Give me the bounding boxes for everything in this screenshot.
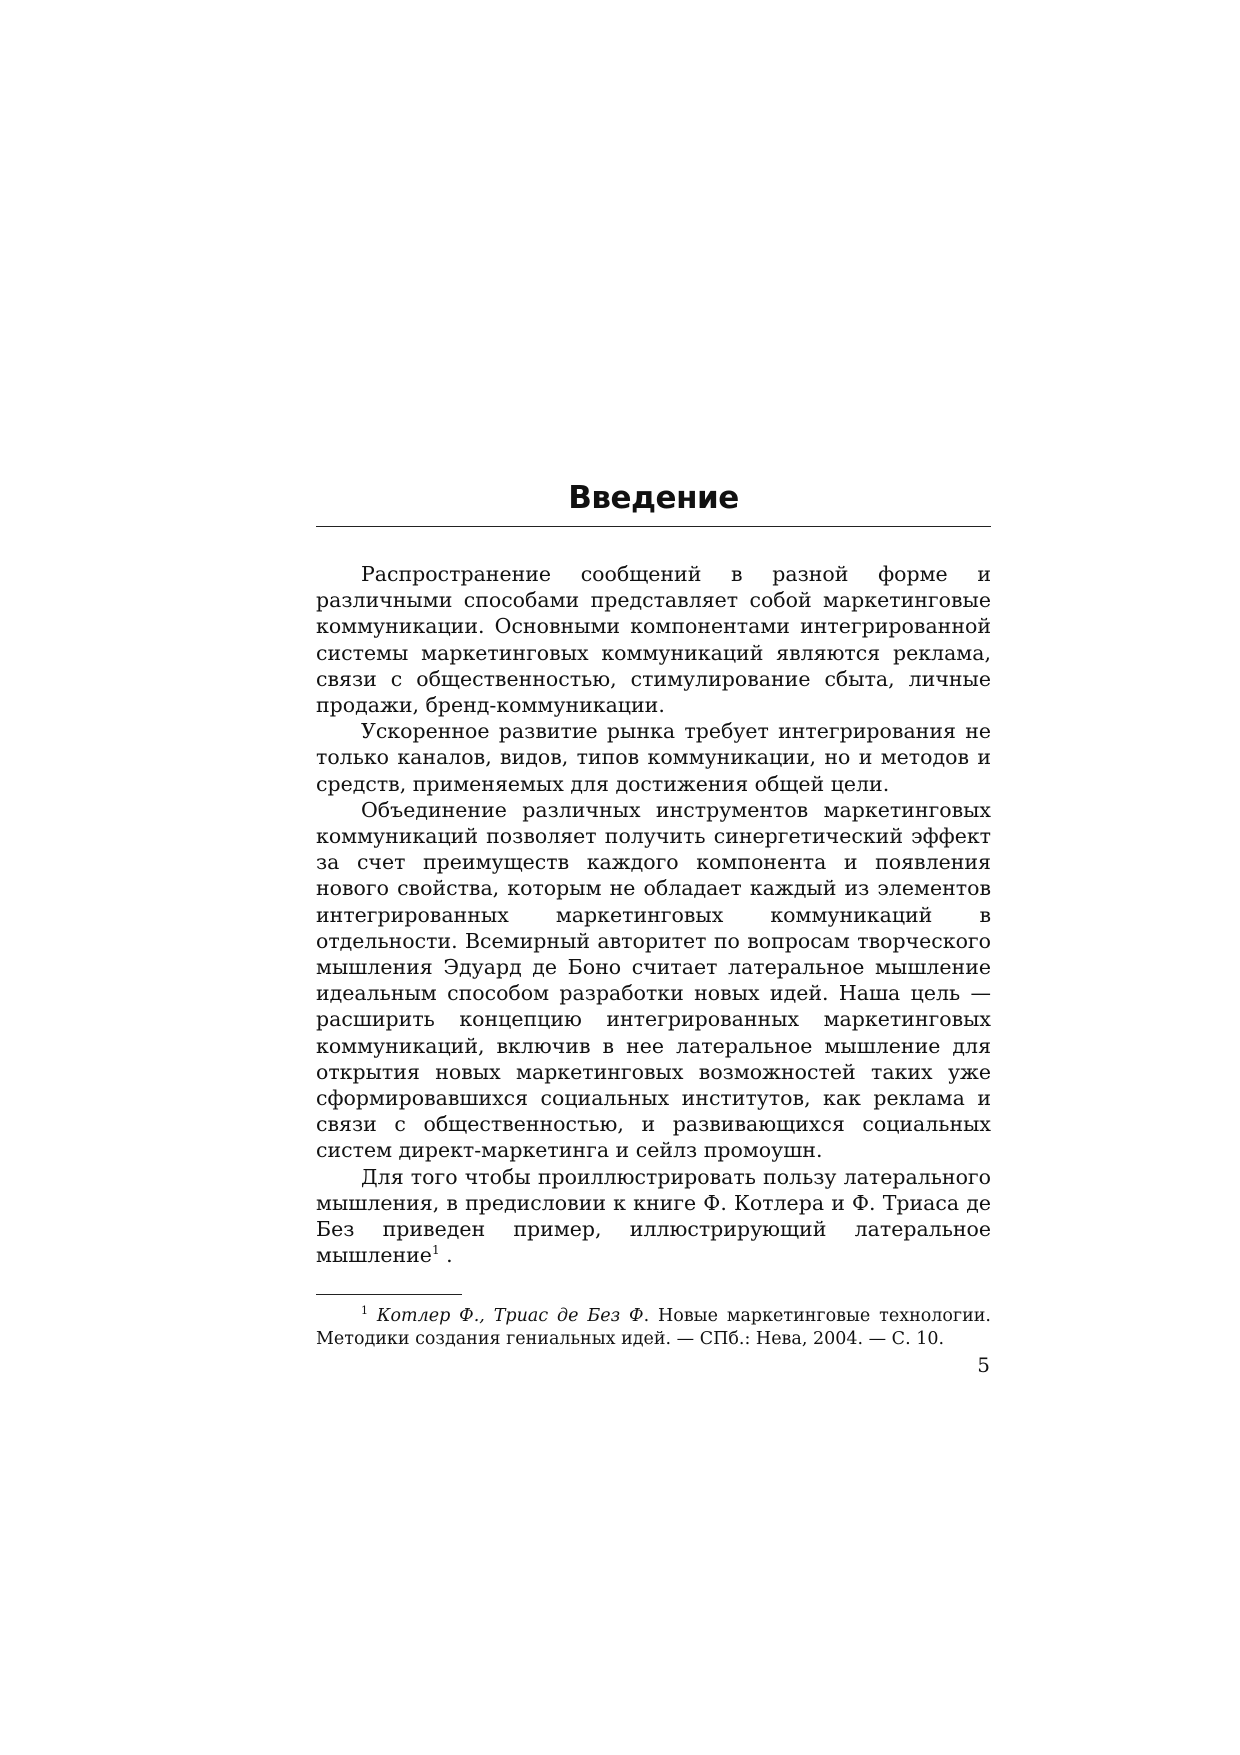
footnote-text: . Новые маркетинговые технологии. Методики создания гениальных идей. — СПб.: Нева, 2004. — С. 10. [316, 1306, 991, 1350]
paragraph-4-text: Для того чтобы проиллюстрировать пользу латерального мышления, в предисловии к книге Ф. Котлера и Ф. Триаса де Без приведен пример, иллюстрирующий латеральное мышление [316, 1164, 991, 1268]
title-underline [316, 526, 991, 527]
body-text [316, 561, 991, 1268]
footnote-mark: 1 [361, 1304, 368, 1318]
paragraph-3: Объединение различных инструментов маркетинговых коммуникаций позволяет получить синергетический эффект за счет преимуществ каждого компонента и появления нового свойства, которым не обладает каждый из элементов интегрированных маркетинговых коммуникаций в отдельности. Всемирный авторитет по вопросам творческого мышления Эдуард де Боно считает латеральное мышление идеальным способом разработки новых идей. Наша цель — расширить концепцию интегрированных маркетинговых коммуникаций, включив в нее латеральное мышление для открытия новых маркетинговых возможностей таких уже сформировавшихся социальных институтов, как реклама и связи с общественностью, и развивающихся социальных систем директ-маркетинга и сейлз промоушн. [316, 797, 991, 1163]
paragraph-1: Распространение сообщений в разной форме и различными способами представляет собой маркетинговые коммуникации. Основными компонентами интегрированной системы маркетинговых коммуникаций являются реклама, связи с общественностью, стимулирование сбыта, личные продажи, бренд-коммуникации. [316, 562, 991, 718]
page-number: 5 [977, 1353, 990, 1377]
footnote-authors: Котлер Ф., Триас де Без Ф [376, 1306, 644, 1327]
paragraph-4-ending: . [439, 1243, 453, 1268]
chapter-title: Введение [568, 480, 739, 516]
paragraph-4 [316, 1164, 991, 1269]
footnote [316, 1305, 991, 1351]
paragraph-2: Ускоренное развитие рынка требует интегрирования не только каналов, видов, типов коммуникации, но и методов и средств, применяемых для достижения общей цели. [316, 719, 991, 796]
text-block [316, 478, 991, 1351]
footnote-reference[interactable]: 1 [431, 1243, 440, 1258]
footnote-separator [316, 1294, 462, 1295]
